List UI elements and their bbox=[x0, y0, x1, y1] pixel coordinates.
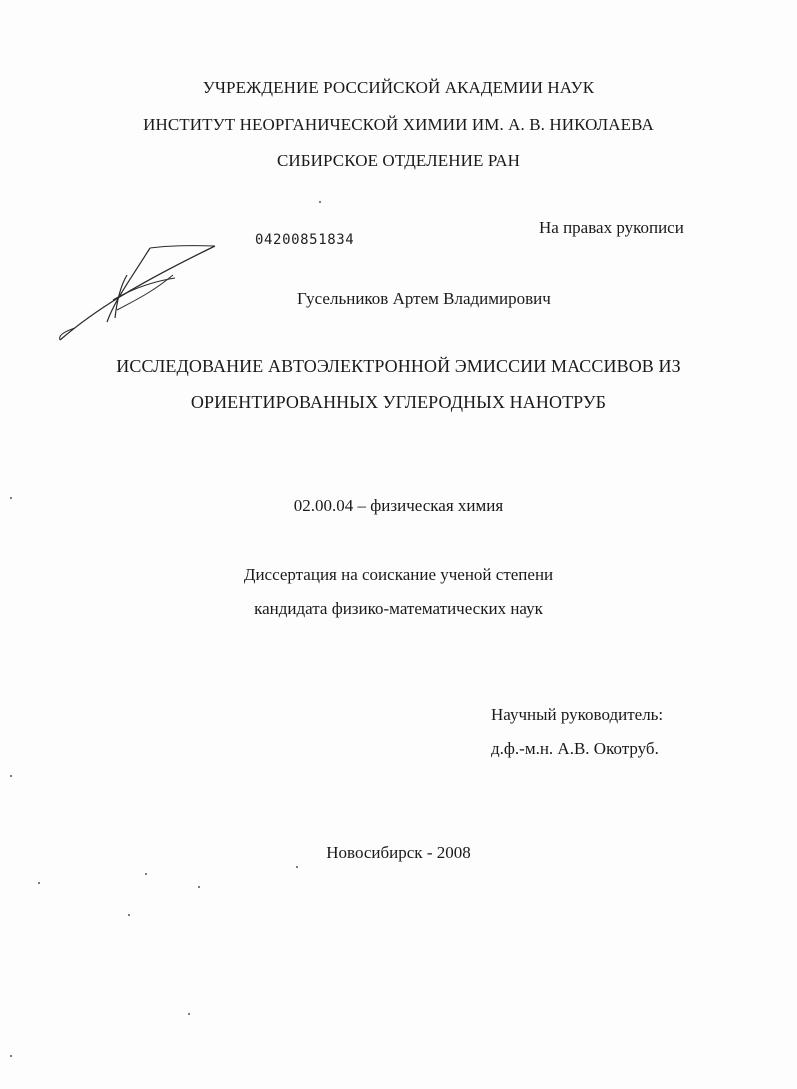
degree-line-2: кандидата физико-математических наук bbox=[254, 599, 543, 618]
scan-speck bbox=[319, 201, 321, 203]
scan-speck bbox=[188, 1013, 190, 1015]
institution-line-1: УЧРЕЖДЕНИЕ РОССИЙСКОЙ АКАДЕМИИ НАУК bbox=[202, 78, 595, 97]
archive-number: 04200851834 bbox=[255, 232, 355, 248]
degree-line-1: Диссертация на соискание ученой степени bbox=[243, 565, 554, 584]
signature-icon bbox=[55, 240, 225, 350]
scan-speck bbox=[296, 866, 298, 868]
scan-speck bbox=[10, 497, 12, 499]
institution-line-2: ИНСТИТУТ НЕОРГАНИЧЕСКОЙ ХИМИИ ИМ. А. В. НИКОЛАЕВА bbox=[143, 115, 654, 134]
institution-line-3: СИБИРСКОЕ ОТДЕЛЕНИЕ РАН bbox=[276, 151, 521, 170]
scan-speck bbox=[10, 1055, 12, 1057]
scan-speck bbox=[128, 914, 130, 916]
scan-speck bbox=[38, 882, 40, 884]
title-line-2: ОРИЕНТИРОВАННЫХ УГЛЕРОДНЫХ НАНОТРУБ bbox=[190, 392, 607, 412]
scan-speck bbox=[198, 886, 200, 888]
rights-note: На правах рукописи bbox=[539, 218, 684, 237]
supervisor-label: Научный руководитель: bbox=[491, 705, 664, 724]
author-name: Гусельников Артем Владимирович bbox=[297, 289, 551, 308]
specialty: 02.00.04 – физическая химия bbox=[293, 496, 504, 515]
supervisor-name: д.ф.-м.н. А.В. Окотруб. bbox=[491, 739, 659, 758]
title-line-1: ИССЛЕДОВАНИЕ АВТОЭЛЕКТРОННОЙ ЭМИССИИ МАССИВОВ ИЗ bbox=[116, 356, 681, 376]
scan-speck bbox=[10, 775, 12, 777]
scan-speck bbox=[145, 873, 147, 875]
city-year: Новосибирск - 2008 bbox=[326, 843, 471, 862]
